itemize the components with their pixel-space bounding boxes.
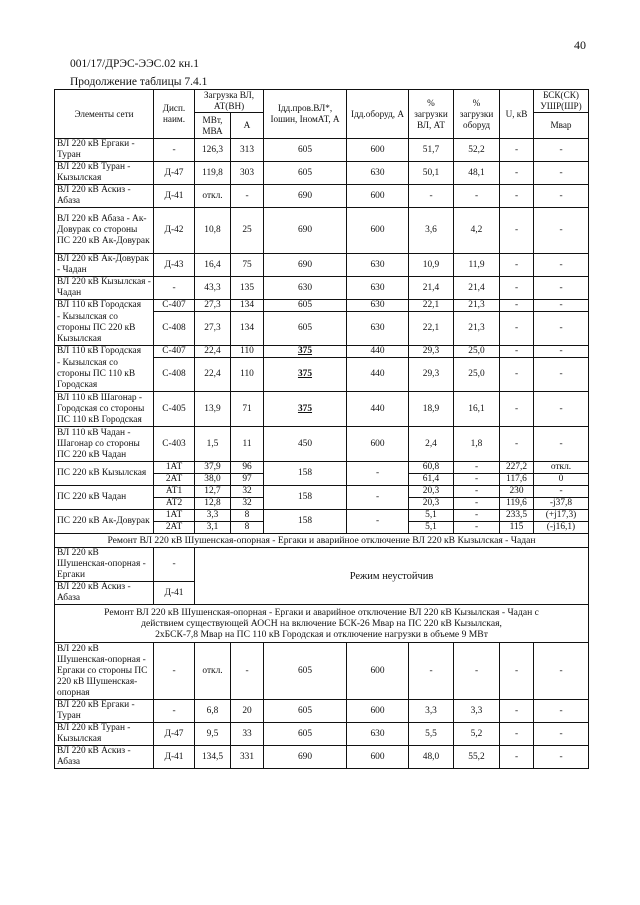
unstable-mode-label: Режим неустойчив <box>195 548 589 605</box>
load-mw: 10,8 <box>195 208 231 254</box>
bsk: - <box>534 427 589 462</box>
bsk: (-j16,1) <box>534 522 589 534</box>
idd-obor: 600 <box>347 746 409 769</box>
header-idd-prov: Iдд.пров.ВЛ*, Iошин, IномАТ, А <box>264 90 347 139</box>
substation-row <box>55 486 589 498</box>
voltage: - <box>500 162 534 185</box>
pct-equip: - <box>454 486 500 498</box>
load-mw: 119,8 <box>195 162 231 185</box>
idd-obor: 630 <box>347 277 409 300</box>
header-bsk: БСК(СК) УШР(ШР) <box>534 90 589 113</box>
voltage: 233,5 <box>500 510 534 522</box>
idd-prov: 630 <box>264 277 347 300</box>
voltage: - <box>500 723 534 746</box>
disp-name: Д-41 <box>154 185 195 208</box>
load-a: 96 <box>231 462 264 474</box>
idd-prov: 158 <box>264 510 347 534</box>
pct-line: 5,1 <box>409 510 454 522</box>
load-a: 8 <box>231 522 264 534</box>
pct-line: 51,7 <box>409 139 454 162</box>
bsk: откл. <box>534 462 589 474</box>
load-mw: 37,9 <box>195 462 231 474</box>
load-mw: 3,3 <box>195 510 231 522</box>
load-a: 331 <box>231 746 264 769</box>
table-row <box>55 162 589 185</box>
element-name: ВЛ 220 кВ Шушенская-опорная - Ергаки со стороны ПС 220 кВ Шушенская-опорная <box>55 643 154 700</box>
disp-name: С-407 <box>154 300 195 312</box>
load-a: 8 <box>231 510 264 522</box>
idd-obor: 630 <box>347 312 409 346</box>
voltage: - <box>500 254 534 277</box>
disp-name: С-403 <box>154 427 195 462</box>
bsk: - <box>534 643 589 700</box>
pct-line: 5,5 <box>409 723 454 746</box>
bsk: - <box>534 723 589 746</box>
document-code: 001/17/ДРЭС-ЭЭС.02 кн.1 <box>70 58 199 70</box>
pct-line: 29,3 <box>409 358 454 392</box>
idd-obor: 600 <box>347 185 409 208</box>
bsk: - <box>534 392 589 427</box>
disp-name: - <box>154 548 195 582</box>
pct-equip: 55,2 <box>454 746 500 769</box>
table-row <box>55 643 589 700</box>
pct-line: 3,3 <box>409 700 454 723</box>
load-a: 32 <box>231 486 264 498</box>
pct-equip: - <box>454 474 500 486</box>
load-a: 32 <box>231 498 264 510</box>
load-a: 11 <box>231 427 264 462</box>
voltage: 119,6 <box>500 498 534 510</box>
pct-line: 48,0 <box>409 746 454 769</box>
idd-obor: 630 <box>347 723 409 746</box>
pct-line: 3,6 <box>409 208 454 254</box>
bsk: - <box>534 254 589 277</box>
disp-name: Д-47 <box>154 723 195 746</box>
idd-obor: 600 <box>347 643 409 700</box>
element-name: ВЛ 110 кВ Чадан - Шагонар со стороны ПС 220 кВ Чадан <box>55 427 154 462</box>
load-a: 135 <box>231 277 264 300</box>
load-mw: 43,3 <box>195 277 231 300</box>
at-name: АТ1 <box>154 486 195 498</box>
table-continuation-title: Продолжение таблицы 7.4.1 <box>70 76 208 88</box>
disp-name: Д-41 <box>154 746 195 769</box>
section-title-line-3: 2хБСК-7,8 Мвар на ПС 110 кВ Городская и отключение нагрузки в объеме 9 МВт <box>155 629 488 640</box>
load-a: - <box>231 643 264 700</box>
pct-line: - <box>409 643 454 700</box>
bsk: - <box>534 162 589 185</box>
disp-name: - <box>154 277 195 300</box>
voltage: - <box>500 312 534 346</box>
idd-prov <box>264 392 347 427</box>
idd-obor: - <box>347 462 409 486</box>
idd-prov: 690 <box>264 746 347 769</box>
section-title-repair-1: Ремонт ВЛ 220 кВ Шушенская-опорная - Ергаки и аварийное отключение ВЛ 220 кВ Кызылская - Чадан <box>55 534 589 548</box>
pct-line: 50,1 <box>409 162 454 185</box>
voltage: - <box>500 643 534 700</box>
pct-line: 2,4 <box>409 427 454 462</box>
load-mw: 134,5 <box>195 746 231 769</box>
element-name: ВЛ 110 кВ Городская <box>55 346 154 358</box>
header-pct-line: % загрузки ВЛ, АТ <box>409 90 454 139</box>
section-title-repair-2 <box>55 605 589 643</box>
load-mw: 27,3 <box>195 300 231 312</box>
pct-equip: 5,2 <box>454 723 500 746</box>
bsk: - <box>534 300 589 312</box>
load-a: - <box>231 185 264 208</box>
voltage: - <box>500 277 534 300</box>
pct-line: - <box>409 185 454 208</box>
pct-line: 29,3 <box>409 346 454 358</box>
load-mw: 126,3 <box>195 139 231 162</box>
header-load-mw: МВт, МВА <box>195 113 231 139</box>
pct-equip: - <box>454 462 500 474</box>
element-name: ВЛ 220 кВ Туран - Кызылская <box>55 723 154 746</box>
disp-name: - <box>154 700 195 723</box>
idd-prov <box>264 358 347 392</box>
pct-line: 60,8 <box>409 462 454 474</box>
voltage: - <box>500 427 534 462</box>
idd-obor: 440 <box>347 358 409 392</box>
load-mw: 13,9 <box>195 392 231 427</box>
idd-prov: 605 <box>264 700 347 723</box>
load-a: 110 <box>231 346 264 358</box>
table-row <box>55 208 589 254</box>
idd-obor: 440 <box>347 346 409 358</box>
disp-name: Д-41 <box>154 582 195 605</box>
load-mw: 1,5 <box>195 427 231 462</box>
load-a: 134 <box>231 312 264 346</box>
load-a: 20 <box>231 700 264 723</box>
at-name: 1АТ <box>154 462 195 474</box>
element-name: ВЛ 220 кВ Ак-Довурак - Чадан <box>55 254 154 277</box>
bsk: - <box>534 139 589 162</box>
pct-equip: - <box>454 498 500 510</box>
substation-name: ПС 220 кВ Кызылская <box>55 462 154 486</box>
element-name: ВЛ 110 кВ Шагонар - Городская со стороны ПС 110 кВ Городская <box>55 392 154 427</box>
pct-line: 22,1 <box>409 312 454 346</box>
load-mw: откл. <box>195 643 231 700</box>
load-mw: 27,3 <box>195 312 231 346</box>
bsk: (+j17,3) <box>534 510 589 522</box>
table-row <box>55 723 589 746</box>
at-name: 2АТ <box>154 522 195 534</box>
pct-equip: 21,4 <box>454 277 500 300</box>
load-mw: 16,4 <box>195 254 231 277</box>
pct-equip: 21,3 <box>454 300 500 312</box>
bsk: - <box>534 346 589 358</box>
idd-prov-value: 375 <box>297 369 313 379</box>
table-row <box>55 548 589 582</box>
header-load-a: А <box>231 113 264 139</box>
idd-obor: 600 <box>347 427 409 462</box>
disp-name: С-408 <box>154 358 195 392</box>
element-name: - Кызылская со стороны ПС 110 кВ Городская <box>55 358 154 392</box>
load-a: 71 <box>231 392 264 427</box>
voltage: - <box>500 300 534 312</box>
table-row <box>55 700 589 723</box>
at-name: АТ2 <box>154 498 195 510</box>
voltage: - <box>500 700 534 723</box>
table-row <box>55 139 589 162</box>
voltage: 117,6 <box>500 474 534 486</box>
disp-name: - <box>154 139 195 162</box>
table-row <box>55 358 589 392</box>
table-row <box>55 254 589 277</box>
idd-obor: 630 <box>347 254 409 277</box>
load-mw: 12,7 <box>195 486 231 498</box>
disp-name: С-408 <box>154 312 195 346</box>
pct-line: 22,1 <box>409 300 454 312</box>
header-disp: Дисп. наим. <box>154 90 195 139</box>
bsk: - <box>534 277 589 300</box>
idd-prov: 605 <box>264 643 347 700</box>
idd-prov: 605 <box>264 312 347 346</box>
bsk: - <box>534 746 589 769</box>
voltage: - <box>500 346 534 358</box>
substation-row <box>55 462 589 474</box>
at-name: 2АТ <box>154 474 195 486</box>
element-name: ВЛ 220 кВ Аскиз - Абаза <box>55 185 154 208</box>
voltage: - <box>500 185 534 208</box>
load-mw: 3,1 <box>195 522 231 534</box>
idd-obor: 630 <box>347 162 409 185</box>
pct-equip: - <box>454 643 500 700</box>
table-row <box>55 392 589 427</box>
load-a: 303 <box>231 162 264 185</box>
idd-prov: 158 <box>264 486 347 510</box>
element-name: - Кызылская со стороны ПС 220 кВ Кызылская <box>55 312 154 346</box>
pct-equip: 16,1 <box>454 392 500 427</box>
substation-name: ПС 220 кВ Ак-Довурак <box>55 510 154 534</box>
voltage: - <box>500 746 534 769</box>
page-number: 40 <box>574 38 586 52</box>
pct-equip: 25,0 <box>454 346 500 358</box>
load-mw: 22,4 <box>195 358 231 392</box>
pct-equip: 25,0 <box>454 358 500 392</box>
disp-name: - <box>154 643 195 700</box>
element-name: ВЛ 220 кВ Аскиз - Абаза <box>55 746 154 769</box>
element-name: ВЛ 220 кВ Абаза - Ак-Довурак со стороны ПС 220 кВ Ак-Довурак <box>55 208 154 254</box>
section-title-line-1: Ремонт ВЛ 220 кВ Шушенская-опорная - Ергаки и аварийное отключение ВЛ 220 кВ Кызылская - Чадан с <box>104 607 539 618</box>
disp-name: Д-43 <box>154 254 195 277</box>
substation-row <box>55 510 589 522</box>
idd-prov: 158 <box>264 462 347 486</box>
idd-obor: 630 <box>347 300 409 312</box>
pct-line: 5,1 <box>409 522 454 534</box>
idd-prov: 450 <box>264 427 347 462</box>
element-name: ВЛ 220 кВ Аскиз - Абаза <box>55 582 154 605</box>
element-name: ВЛ 220 кВ Ергаки - Туран <box>55 700 154 723</box>
pct-equip: 1,8 <box>454 427 500 462</box>
section-title-line-2: действием существующей АОСН на включение БСК-26 Мвар на ПС 220 кВ Кызылская, <box>141 618 502 629</box>
load-mw: 38,0 <box>195 474 231 486</box>
header-elements: Элементы сети <box>55 90 154 139</box>
voltage: - <box>500 139 534 162</box>
table-row <box>55 312 589 346</box>
idd-prov: 605 <box>264 723 347 746</box>
load-a: 97 <box>231 474 264 486</box>
idd-prov: 690 <box>264 185 347 208</box>
idd-prov: 605 <box>264 162 347 185</box>
table-row <box>55 346 589 358</box>
bsk: - <box>534 486 589 498</box>
idd-obor: - <box>347 486 409 510</box>
pct-equip: - <box>454 522 500 534</box>
voltage: - <box>500 392 534 427</box>
disp-name: С-407 <box>154 346 195 358</box>
header-load: Загрузка ВЛ, АТ(ВН) <box>195 90 264 113</box>
header-u: U, кВ <box>500 90 534 139</box>
voltage: 230 <box>500 486 534 498</box>
element-name: ВЛ 220 кВ Ергаки - Туран <box>55 139 154 162</box>
load-mw: 6,8 <box>195 700 231 723</box>
pct-equip: 48,1 <box>454 162 500 185</box>
voltage: - <box>500 208 534 254</box>
voltage: 115 <box>500 522 534 534</box>
bsk: - <box>534 358 589 392</box>
substation-name: ПС 220 кВ Чадан <box>55 486 154 510</box>
table-row <box>55 185 589 208</box>
load-a: 25 <box>231 208 264 254</box>
table-row <box>55 277 589 300</box>
bsk: - <box>534 312 589 346</box>
element-name: ВЛ 220 кВ Кызылская - Чадан <box>55 277 154 300</box>
voltage: - <box>500 358 534 392</box>
pct-equip: 3,3 <box>454 700 500 723</box>
disp-name: С-405 <box>154 392 195 427</box>
at-name: 1АТ <box>154 510 195 522</box>
idd-obor: - <box>347 510 409 534</box>
idd-prov: 690 <box>264 208 347 254</box>
pct-equip: 4,2 <box>454 208 500 254</box>
load-mw: 22,4 <box>195 346 231 358</box>
load-a: 33 <box>231 723 264 746</box>
idd-obor: 600 <box>347 139 409 162</box>
element-name: ВЛ 220 кВ Туран - Кызылская <box>55 162 154 185</box>
load-mw: 12,8 <box>195 498 231 510</box>
disp-name: Д-47 <box>154 162 195 185</box>
pct-equip: - <box>454 185 500 208</box>
pct-line: 20,3 <box>409 486 454 498</box>
load-a: 75 <box>231 254 264 277</box>
load-a: 134 <box>231 300 264 312</box>
bsk: 0 <box>534 474 589 486</box>
element-name: ВЛ 110 кВ Городская <box>55 300 154 312</box>
pct-equip: 21,3 <box>454 312 500 346</box>
load-mw: 9,5 <box>195 723 231 746</box>
load-a: 313 <box>231 139 264 162</box>
idd-obor: 600 <box>347 208 409 254</box>
pct-line: 61,4 <box>409 474 454 486</box>
idd-prov <box>264 346 347 358</box>
idd-prov: 690 <box>264 254 347 277</box>
idd-obor: 600 <box>347 700 409 723</box>
bsk: - <box>534 208 589 254</box>
idd-prov: 605 <box>264 139 347 162</box>
load-a: 110 <box>231 358 264 392</box>
pct-line: 20,3 <box>409 498 454 510</box>
table-row <box>55 427 589 462</box>
pct-line: 21,4 <box>409 277 454 300</box>
header-bsk-unit: Мвар <box>534 113 589 139</box>
disp-name: Д-42 <box>154 208 195 254</box>
table-row <box>55 746 589 769</box>
idd-prov-value: 375 <box>297 403 313 414</box>
bsk: - <box>534 185 589 208</box>
bsk: -j37,8 <box>534 498 589 510</box>
bsk: - <box>534 700 589 723</box>
network-elements-table <box>54 89 589 769</box>
element-name: ВЛ 220 кВ Шушенская-опорная - Ергаки <box>55 548 154 582</box>
load-mw: откл. <box>195 185 231 208</box>
idd-prov-value: 375 <box>297 346 313 356</box>
idd-obor: 440 <box>347 392 409 427</box>
pct-equip: - <box>454 510 500 522</box>
voltage: 227,2 <box>500 462 534 474</box>
idd-prov: 605 <box>264 300 347 312</box>
pct-equip: 52,2 <box>454 139 500 162</box>
pct-line: 18,9 <box>409 392 454 427</box>
pct-line: 10,9 <box>409 254 454 277</box>
table-row <box>55 300 589 312</box>
header-pct-equip: % загрузки оборуд <box>454 90 500 139</box>
pct-equip: 11,9 <box>454 254 500 277</box>
header-idd-obor: Iдд.оборуд, А <box>347 90 409 139</box>
